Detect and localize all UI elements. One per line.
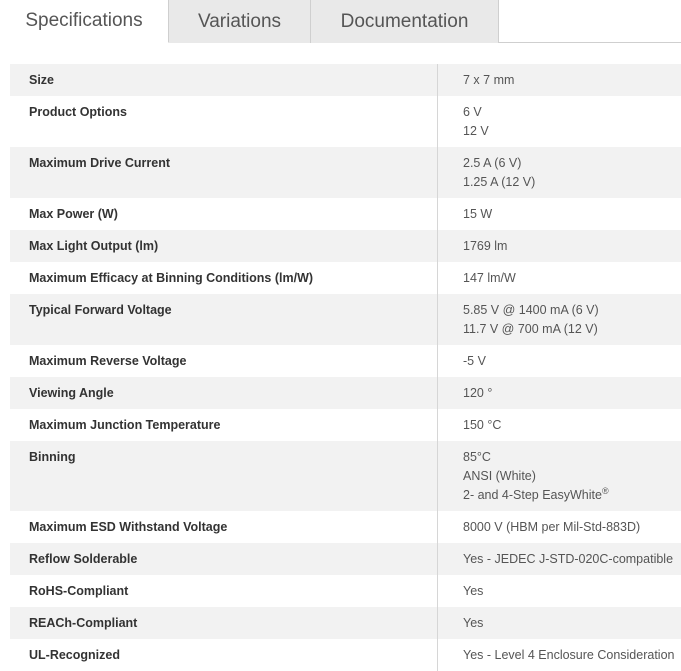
spec-label: Max Light Output (lm) <box>10 230 438 262</box>
spec-value-text: 85°C <box>463 450 491 464</box>
spec-value <box>438 511 681 543</box>
spec-value <box>438 230 681 262</box>
spec-value <box>438 409 681 441</box>
spec-value-line <box>463 122 681 141</box>
spec-value-text: 2.5 A (6 V) <box>463 156 521 170</box>
spec-label: Maximum ESD Withstand Voltage <box>10 511 438 543</box>
spec-value-text: 120 ° <box>463 386 492 400</box>
spec-value <box>438 377 681 409</box>
spec-value-text: -5 V <box>463 354 486 368</box>
spec-value <box>438 639 681 671</box>
spec-value-line <box>463 448 681 467</box>
spec-value-text: 15 W <box>463 207 492 221</box>
spec-value-line <box>463 384 681 403</box>
spec-value <box>438 543 681 575</box>
spec-value-line <box>463 614 681 633</box>
tab-variations[interactable]: Variations <box>169 0 311 43</box>
spec-value <box>438 441 681 511</box>
spec-value-line <box>463 582 681 601</box>
spec-row <box>10 575 681 607</box>
spec-row <box>10 377 681 409</box>
spec-row <box>10 543 681 575</box>
registered-trademark-mark: ® <box>602 486 609 496</box>
spec-label: Viewing Angle <box>10 377 438 409</box>
spec-value-line <box>463 205 681 224</box>
spec-value-text: Yes - JEDEC J-STD-020C-compatible <box>463 552 673 566</box>
spec-value-line <box>463 416 681 435</box>
spec-value <box>438 96 681 147</box>
spec-label: Size <box>10 64 438 96</box>
spec-value-text: 5.85 V @ 1400 mA (6 V) <box>463 303 599 317</box>
specifications-table <box>10 64 681 671</box>
spec-value <box>438 607 681 639</box>
spec-value-line <box>463 467 681 486</box>
spec-value-line <box>463 103 681 122</box>
spec-row <box>10 607 681 639</box>
spec-value <box>438 345 681 377</box>
spec-label: Maximum Junction Temperature <box>10 409 438 441</box>
spec-value-line <box>463 269 681 288</box>
spec-row <box>10 409 681 441</box>
spec-label: Binning <box>10 441 438 511</box>
spec-value-text: 150 °C <box>463 418 501 432</box>
spec-value <box>438 147 681 198</box>
spec-value-text: 11.7 V @ 700 mA (12 V) <box>463 322 598 336</box>
spec-value-line <box>463 173 681 192</box>
spec-row <box>10 345 681 377</box>
spec-value-text: 2- and 4-Step EasyWhite <box>463 488 602 502</box>
spec-label: UL-Recognized <box>10 639 438 671</box>
spec-value <box>438 262 681 294</box>
spec-label: Maximum Drive Current <box>10 147 438 198</box>
spec-value <box>438 198 681 230</box>
spec-value <box>438 64 681 96</box>
spec-value-text: 6 V <box>463 105 482 119</box>
spec-value-text: 8000 V (HBM per Mil-Std-883D) <box>463 520 640 534</box>
spec-row <box>10 511 681 543</box>
spec-value <box>438 575 681 607</box>
spec-row <box>10 294 681 345</box>
spec-row <box>10 441 681 511</box>
spec-label: Maximum Reverse Voltage <box>10 345 438 377</box>
spec-row <box>10 96 681 147</box>
spec-value-line <box>463 154 681 173</box>
spec-row <box>10 230 681 262</box>
spec-value-text: Yes <box>463 616 483 630</box>
spec-label: Reflow Solderable <box>10 543 438 575</box>
spec-label: Product Options <box>10 96 438 147</box>
spec-value-line <box>463 518 681 537</box>
spec-row <box>10 639 681 671</box>
spec-value-line <box>463 320 681 339</box>
spec-value-line <box>463 646 681 665</box>
tab-documentation[interactable]: Documentation <box>311 0 499 43</box>
spec-label: RoHS-Compliant <box>10 575 438 607</box>
spec-value-line <box>463 237 681 256</box>
spec-value-line <box>463 352 681 371</box>
spec-label: Maximum Efficacy at Binning Conditions (lm/W) <box>10 262 438 294</box>
spec-value-text: 1.25 A (12 V) <box>463 175 535 189</box>
spec-value-text: 1769 lm <box>463 239 507 253</box>
spec-label: Max Power (W) <box>10 198 438 230</box>
spec-value <box>438 294 681 345</box>
spec-row <box>10 64 681 96</box>
spec-value-text: Yes <box>463 584 483 598</box>
spec-row <box>10 262 681 294</box>
spec-value-line <box>463 71 681 90</box>
spec-value-line <box>463 486 681 505</box>
spec-value-text: 147 lm/W <box>463 271 516 285</box>
spec-value-text: Yes - Level 4 Enclosure Consideration <box>463 648 674 662</box>
spec-row <box>10 198 681 230</box>
spec-value-line <box>463 550 681 569</box>
spec-value-text: 7 x 7 mm <box>463 73 514 87</box>
spec-value-text: ANSI (White) <box>463 469 536 483</box>
spec-label: REACh-Compliant <box>10 607 438 639</box>
tab-bar <box>0 0 681 43</box>
spec-label: Typical Forward Voltage <box>10 294 438 345</box>
spec-value-line <box>463 301 681 320</box>
spec-value-text: 12 V <box>463 124 489 138</box>
spec-row <box>10 147 681 198</box>
tab-specifications[interactable]: Specifications <box>0 0 169 43</box>
